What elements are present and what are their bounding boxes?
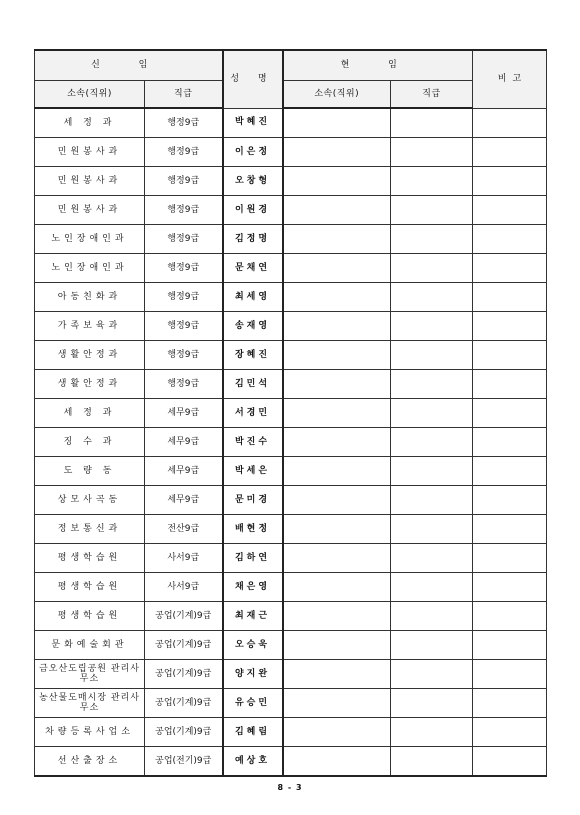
table-row <box>35 486 547 515</box>
cell-remarks <box>473 718 547 747</box>
cell-grade-current <box>391 631 473 660</box>
table-row <box>35 138 547 167</box>
header-grade-current: 직급 <box>391 81 473 109</box>
cell-dept-current <box>283 370 391 399</box>
cell-name: 채은영 <box>223 573 283 602</box>
cell-grade-current <box>391 225 473 254</box>
cell-grade-new: 세무9급 <box>145 428 223 457</box>
cell-grade-new: 사서9급 <box>145 544 223 573</box>
cell-dept-current <box>283 515 391 544</box>
cell-grade-current <box>391 428 473 457</box>
cell-dept-current <box>283 399 391 428</box>
cell-dept-new: 노인장애인과 <box>35 254 145 283</box>
cell-name: 문미경 <box>223 486 283 515</box>
cell-dept-new: 선산출장소 <box>35 747 145 777</box>
header-current-position: 현 임 <box>283 50 473 81</box>
cell-dept-new: 차량등록사업소 <box>35 718 145 747</box>
table-row <box>35 167 547 196</box>
cell-remarks <box>473 515 547 544</box>
cell-name: 배현정 <box>223 515 283 544</box>
cell-remarks <box>473 689 547 718</box>
cell-grade-current <box>391 283 473 312</box>
cell-name: 최재근 <box>223 602 283 631</box>
cell-grade-new: 공업(기계)9급 <box>145 602 223 631</box>
cell-grade-current <box>391 486 473 515</box>
cell-remarks <box>473 341 547 370</box>
cell-grade-new: 행정9급 <box>145 225 223 254</box>
table-row <box>35 341 547 370</box>
cell-name: 최세영 <box>223 283 283 312</box>
cell-grade-current <box>391 544 473 573</box>
cell-grade-current <box>391 689 473 718</box>
cell-dept-new: 평생학습원 <box>35 544 145 573</box>
table-row <box>35 370 547 399</box>
cell-grade-current <box>391 602 473 631</box>
cell-dept-new: 상모사곡동 <box>35 486 145 515</box>
cell-grade-current <box>391 138 473 167</box>
table-row <box>35 515 547 544</box>
cell-grade-new: 공업(전기)9급 <box>145 747 223 777</box>
header-grade-new: 직급 <box>145 81 223 109</box>
header-dept-role-new: 소속(직위) <box>35 81 145 109</box>
cell-name: 김하연 <box>223 544 283 573</box>
cell-dept-current <box>283 602 391 631</box>
cell-dept-current <box>283 747 391 777</box>
cell-dept-current <box>283 254 391 283</box>
cell-dept-current <box>283 573 391 602</box>
table-row <box>35 602 547 631</box>
cell-name: 김혜림 <box>223 718 283 747</box>
cell-dept-new: 문화예술회관 <box>35 631 145 660</box>
cell-grade-new: 세무9급 <box>145 486 223 515</box>
cell-grade-current <box>391 660 473 689</box>
cell-grade-new: 공업(기계)9급 <box>145 631 223 660</box>
cell-remarks <box>473 660 547 689</box>
cell-dept-new: 노인장애인과 <box>35 225 145 254</box>
cell-grade-new: 공업(기계)9급 <box>145 660 223 689</box>
header-dept-role-current: 소속(직위) <box>283 81 391 109</box>
cell-grade-new: 행정9급 <box>145 283 223 312</box>
cell-dept-new: 생활안정과 <box>35 370 145 399</box>
cell-remarks <box>473 399 547 428</box>
header-row-sub <box>35 81 547 109</box>
page-number: 8 - 3 <box>277 783 303 792</box>
cell-dept-new: 생활안정과 <box>35 341 145 370</box>
cell-remarks <box>473 428 547 457</box>
cell-remarks <box>473 602 547 631</box>
cell-name: 문채연 <box>223 254 283 283</box>
cell-grade-current <box>391 399 473 428</box>
cell-dept-current <box>283 225 391 254</box>
table-row <box>35 108 547 138</box>
table-row <box>35 631 547 660</box>
cell-remarks <box>473 108 547 138</box>
table-row <box>35 689 547 718</box>
cell-name: 박혜진 <box>223 108 283 138</box>
table-row <box>35 747 547 777</box>
cell-grade-new: 행정9급 <box>145 341 223 370</box>
cell-grade-new: 행정9급 <box>145 312 223 341</box>
cell-name: 이원경 <box>223 196 283 225</box>
table-row <box>35 457 547 486</box>
cell-grade-new: 행정9급 <box>145 108 223 138</box>
cell-grade-new: 행정9급 <box>145 254 223 283</box>
table-row <box>35 544 547 573</box>
cell-dept-current <box>283 167 391 196</box>
cell-grade-current <box>391 457 473 486</box>
cell-dept-current <box>283 631 391 660</box>
cell-remarks <box>473 254 547 283</box>
cell-name: 박진수 <box>223 428 283 457</box>
cell-name: 예상호 <box>223 747 283 777</box>
cell-grade-current <box>391 718 473 747</box>
table-row <box>35 660 547 689</box>
cell-remarks <box>473 196 547 225</box>
header-name: 성 명 <box>223 50 283 108</box>
cell-dept-new: 민원봉사과 <box>35 196 145 225</box>
cell-grade-current <box>391 747 473 777</box>
cell-name: 유승민 <box>223 689 283 718</box>
cell-dept-new: 농산물도매시장 관리사무소 <box>35 689 145 718</box>
cell-grade-current <box>391 312 473 341</box>
cell-grade-new: 행정9급 <box>145 196 223 225</box>
cell-dept-current <box>283 341 391 370</box>
personnel-table <box>34 49 547 777</box>
cell-remarks <box>473 312 547 341</box>
cell-dept-new: 가족보육과 <box>35 312 145 341</box>
cell-dept-current <box>283 312 391 341</box>
cell-dept-new: 도 량 동 <box>35 457 145 486</box>
cell-dept-new: 평생학습원 <box>35 573 145 602</box>
table-row <box>35 225 547 254</box>
table-row <box>35 254 547 283</box>
cell-grade-current <box>391 341 473 370</box>
cell-remarks <box>473 631 547 660</box>
cell-name: 박세은 <box>223 457 283 486</box>
cell-dept-current <box>283 283 391 312</box>
cell-dept-current <box>283 196 391 225</box>
cell-dept-current <box>283 138 391 167</box>
cell-dept-new: 아동친화과 <box>35 283 145 312</box>
cell-name: 송재영 <box>223 312 283 341</box>
header-remarks: 비고 <box>473 50 547 108</box>
cell-dept-new: 민원봉사과 <box>35 167 145 196</box>
cell-remarks <box>473 544 547 573</box>
cell-dept-current <box>283 544 391 573</box>
cell-dept-new: 민원봉사과 <box>35 138 145 167</box>
cell-dept-current <box>283 486 391 515</box>
cell-remarks <box>473 283 547 312</box>
cell-grade-current <box>391 196 473 225</box>
cell-remarks <box>473 573 547 602</box>
cell-grade-new: 행정9급 <box>145 167 223 196</box>
cell-dept-new: 정보통신과 <box>35 515 145 544</box>
cell-name: 양지완 <box>223 660 283 689</box>
cell-dept-current <box>283 108 391 138</box>
cell-remarks <box>473 225 547 254</box>
cell-name: 오창형 <box>223 167 283 196</box>
cell-grade-new: 세무9급 <box>145 399 223 428</box>
cell-grade-current <box>391 167 473 196</box>
cell-remarks <box>473 457 547 486</box>
cell-grade-new: 공업(기계)9급 <box>145 718 223 747</box>
table-row <box>35 718 547 747</box>
cell-grade-current <box>391 108 473 138</box>
header-row-top <box>35 50 547 81</box>
cell-dept-current <box>283 718 391 747</box>
cell-grade-current <box>391 573 473 602</box>
cell-grade-current <box>391 370 473 399</box>
cell-grade-new: 전산9급 <box>145 515 223 544</box>
cell-remarks <box>473 370 547 399</box>
cell-dept-new: 금오산도립공원 관리사무소 <box>35 660 145 689</box>
cell-grade-new: 행정9급 <box>145 138 223 167</box>
cell-dept-new: 세 정 과 <box>35 399 145 428</box>
cell-dept-new: 징 수 과 <box>35 428 145 457</box>
cell-dept-current <box>283 660 391 689</box>
cell-name: 오승욱 <box>223 631 283 660</box>
table-row <box>35 312 547 341</box>
cell-name: 이은정 <box>223 138 283 167</box>
cell-dept-current <box>283 428 391 457</box>
cell-grade-new: 공업(기계)9급 <box>145 689 223 718</box>
table-row <box>35 196 547 225</box>
table-row <box>35 399 547 428</box>
cell-remarks <box>473 138 547 167</box>
table-row <box>35 428 547 457</box>
cell-grade-new: 행정9급 <box>145 370 223 399</box>
cell-grade-current <box>391 254 473 283</box>
cell-dept-current <box>283 689 391 718</box>
table-row <box>35 573 547 602</box>
cell-grade-current <box>391 515 473 544</box>
cell-name: 장혜진 <box>223 341 283 370</box>
cell-dept-new: 평생학습원 <box>35 602 145 631</box>
cell-name: 김민석 <box>223 370 283 399</box>
cell-name: 서경민 <box>223 399 283 428</box>
cell-grade-new: 세무9급 <box>145 457 223 486</box>
table-row <box>35 283 547 312</box>
cell-grade-new: 사서9급 <box>145 573 223 602</box>
cell-remarks <box>473 486 547 515</box>
cell-name: 김정명 <box>223 225 283 254</box>
cell-remarks <box>473 167 547 196</box>
header-new-position: 신 임 <box>35 50 223 81</box>
cell-dept-current <box>283 457 391 486</box>
cell-remarks <box>473 747 547 777</box>
cell-dept-new: 세 정 과 <box>35 108 145 138</box>
